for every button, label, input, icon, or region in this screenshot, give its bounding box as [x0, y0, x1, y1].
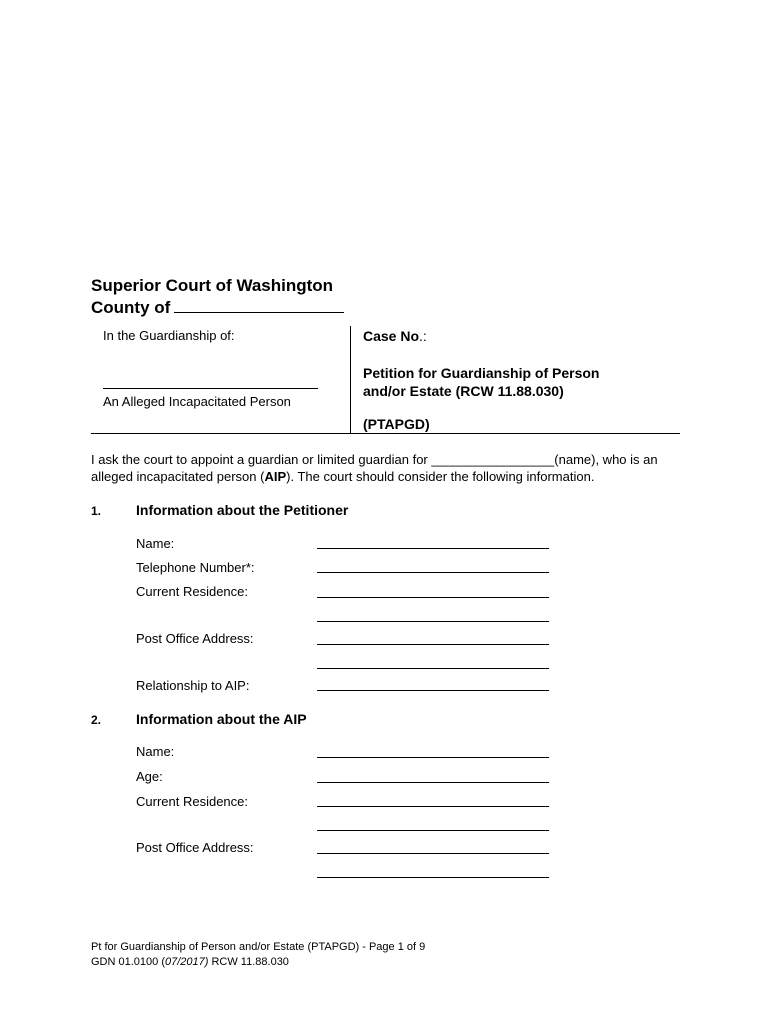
page-footer [91, 940, 425, 970]
aip-residence-field-2[interactable] [317, 830, 549, 831]
petitioner-name-label: Name: [136, 536, 175, 551]
document-title-line2: and/or Estate (RCW 11.88.030) [363, 383, 564, 399]
case-no-suffix: .: [419, 328, 427, 344]
petitioner-telephone-label: Telephone Number*: [136, 560, 255, 575]
caption-horizontal-divider [91, 433, 680, 434]
footer-date: 07/2017) [164, 956, 209, 968]
aip-po-address-field[interactable] [317, 853, 549, 854]
document-title [363, 364, 663, 400]
petitioner-residence-label: Current Residence: [136, 584, 248, 599]
section-1-number: 1. [91, 504, 102, 518]
aip-name-line[interactable] [103, 388, 318, 389]
intro-part2: ). The court should consider the following information. [286, 469, 595, 484]
petitioner-residence-field[interactable] [317, 597, 549, 598]
guardianship-of-label: In the Guardianship of: [103, 328, 235, 343]
document-code: (PTAPGD) [363, 416, 430, 432]
section-2-title: Information about the AIP [136, 711, 307, 727]
section-2-number: 2. [91, 713, 102, 727]
intro-part1: I ask the court to appoint a guardian or limited guardian for _________________(name), who is an alleged incapacitated person ( [91, 452, 658, 484]
footer-line2 [91, 955, 425, 970]
aip-po-address-label: Post Office Address: [136, 840, 254, 855]
aip-age-field[interactable] [317, 782, 549, 783]
aip-residence-field[interactable] [317, 806, 549, 807]
petitioner-po-address-label: Post Office Address: [136, 631, 254, 646]
aip-name-label: Name: [136, 744, 175, 759]
court-title: Superior Court of Washington [91, 276, 334, 295]
aip-name-field[interactable] [317, 757, 549, 758]
footer-form-code: GDN 01.0100 ( [91, 956, 165, 968]
county-line [91, 297, 344, 319]
case-no [363, 328, 427, 344]
intro-paragraph [91, 451, 691, 485]
aip-label: An Alleged Incapacitated Person [103, 394, 291, 409]
case-no-label: Case No [363, 328, 420, 344]
petitioner-relationship-label: Relationship to AIP: [136, 678, 250, 693]
petitioner-name-field[interactable] [317, 548, 549, 549]
aip-residence-label: Current Residence: [136, 794, 248, 809]
aip-po-address-field-2[interactable] [317, 877, 549, 878]
petitioner-residence-field-2[interactable] [317, 621, 549, 622]
county-label: County of [91, 298, 171, 317]
petitioner-relationship-field[interactable] [317, 690, 549, 691]
footer-rcw: RCW 11.88.030 [208, 956, 289, 968]
county-blank-field[interactable] [174, 297, 344, 313]
footer-line1: Pt for Guardianship of Person and/or Estate (PTAPGD) - Page 1 of 9 [91, 941, 426, 953]
document-title-line1: Petition for Guardianship of Person [363, 365, 600, 381]
intro-aip: AIP [264, 469, 287, 484]
caption-vertical-divider [350, 326, 351, 434]
petitioner-po-address-field-2[interactable] [317, 668, 549, 669]
section-1-title: Information about the Petitioner [136, 502, 349, 518]
petitioner-po-address-field[interactable] [317, 644, 549, 645]
petitioner-telephone-field[interactable] [317, 572, 549, 573]
aip-age-label: Age: [136, 769, 163, 784]
